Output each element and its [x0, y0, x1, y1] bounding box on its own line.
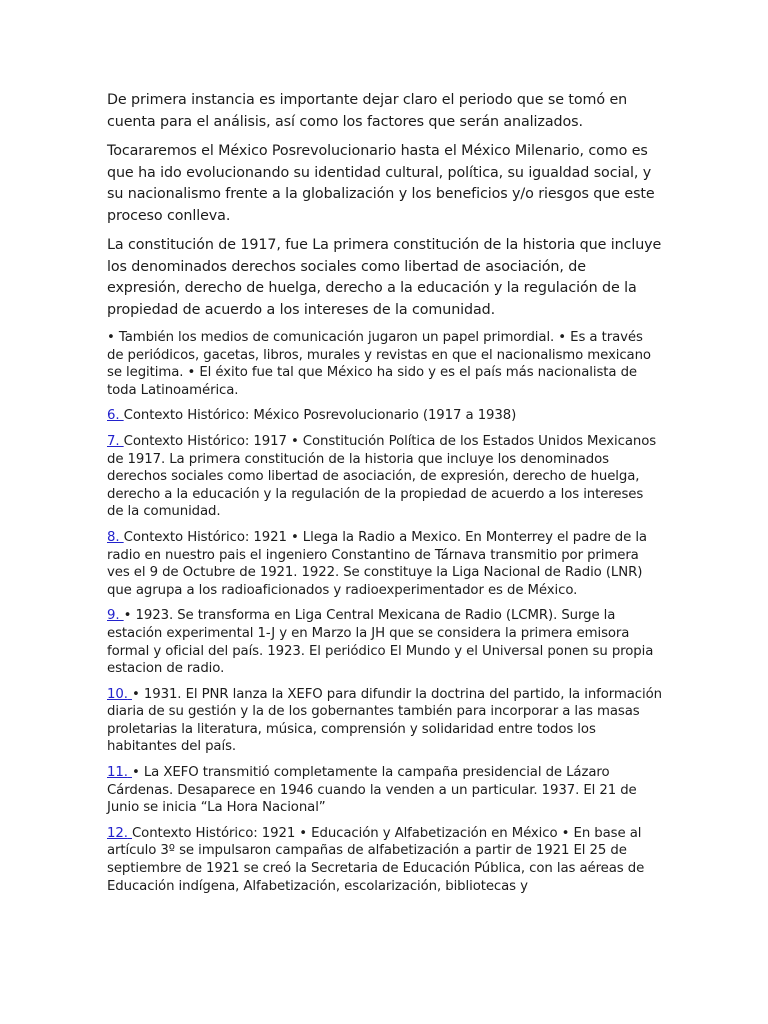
section-text: • 1923. Se transforma en Liga Central Mexicana de Radio (LCMR). Surge la estación experimental 1-J y en Marzo la JH que se considera la primera emisora formal y oficial del país. 1923. El periódico El Mundo y el Universal ponen su propia estacion de radio.: [107, 608, 654, 677]
intro-paragraph: De primera instancia es importante dejar claro el periodo que se tomó en cuenta para el análisis, así como los factores que serán analizados.: [107, 92, 628, 130]
document-page: [107, 90, 663, 903]
section-number-link[interactable]: 6.: [107, 408, 120, 424]
numbered-section: [107, 407, 663, 425]
numbered-section: [107, 825, 663, 895]
section-number-link[interactable]: 11.: [107, 765, 128, 781]
section-text: Contexto Histórico: 1921 • Llega la Radio a Mexico. En Monterrey el padre de la radio en nuestro pais el ingeniero Constantino de Tárnava transmitio por primera ves el 9 de Octubre de 1921. 1922. Se constituye la Liga Nacional de Radio (LNR) que agrupa a los radioaficionados y radioexperimentador es de México.: [107, 529, 647, 598]
numbered-section: [107, 433, 663, 521]
numbered-section: [107, 607, 663, 677]
section-number-link[interactable]: 8.: [107, 529, 120, 545]
section-number-link[interactable]: 7.: [107, 433, 120, 449]
intro-paragraph: Tocararemos el México Posrevolucionario hasta el México Milenario, como es que ha ido evolucionando su identidad cultural, política, su igualdad social, y su nacionalismo frente a la globalización y los beneficios y/o riesgos que este proceso conlleva.: [107, 143, 655, 224]
section-number-link[interactable]: 12.: [107, 825, 128, 841]
numbered-section: [107, 686, 663, 756]
section-text: Contexto Histórico: 1917 • Constitución Política de los Estados Unidos Mexicanos de 1917. La primera constitución de la historia que incluye los denominados derechos sociales como libertad de asociación, de expresión, derecho de huelga, derecho a la educación y la regulación de la propiedad de acuerdo a los intereses de la comunidad.: [107, 433, 657, 520]
intro-paragraph: La constitución de 1917, fue La primera constitución de la historia que incluye los denominados derechos sociales como libertad de asociación, de expresión, derecho de huelga, derecho a la educación y la regulación de la propiedad de acuerdo a los intereses de la comunidad.: [107, 237, 662, 318]
section-text: Contexto Histórico: 1921 • Educación y Alfabetización en México • En base al artículo 3º se impulsaron campañas de alfabetización a partir de 1921 El 25 de septiembre de 1921 se creó la Secretaria de Educación Pública, con las aéreas de Educación indígena, Alfabetización, escolarización, bibliotecas y: [107, 825, 645, 894]
section-text: • La XEFO transmitió completamente la campaña presidencial de Lázaro Cárdenas. Desaparece en 1946 cuando la venden a un particular. 1937. El 21 de Junio se inicia “La Hora Nacional”: [107, 765, 637, 816]
section-number-link[interactable]: 9.: [107, 608, 120, 624]
section-text: Contexto Histórico: México Posrevolucionario (1917 a 1938): [123, 408, 517, 424]
section-text: • 1931. El PNR lanza la XEFO para difundir la doctrina del partido, la información diaria de su gestión y la de los gobernantes también para incorporar a las masas proletarias la literatura, música, comprensión y solidaridad entre todos los habitantes del país.: [107, 686, 662, 755]
numbered-section: [107, 529, 663, 599]
numbered-section: [107, 764, 663, 817]
bullet-paragraph: • También los medios de comunicación jugaron un papel primordial. • Es a través de periódicos, gacetas, libros, murales y revistas en que el nacionalismo mexicano se legitima. • El éxito fue tal que México ha sido y es el país más nacionalista de toda Latinoamérica.: [107, 330, 651, 398]
section-number-link[interactable]: 10.: [107, 686, 128, 702]
